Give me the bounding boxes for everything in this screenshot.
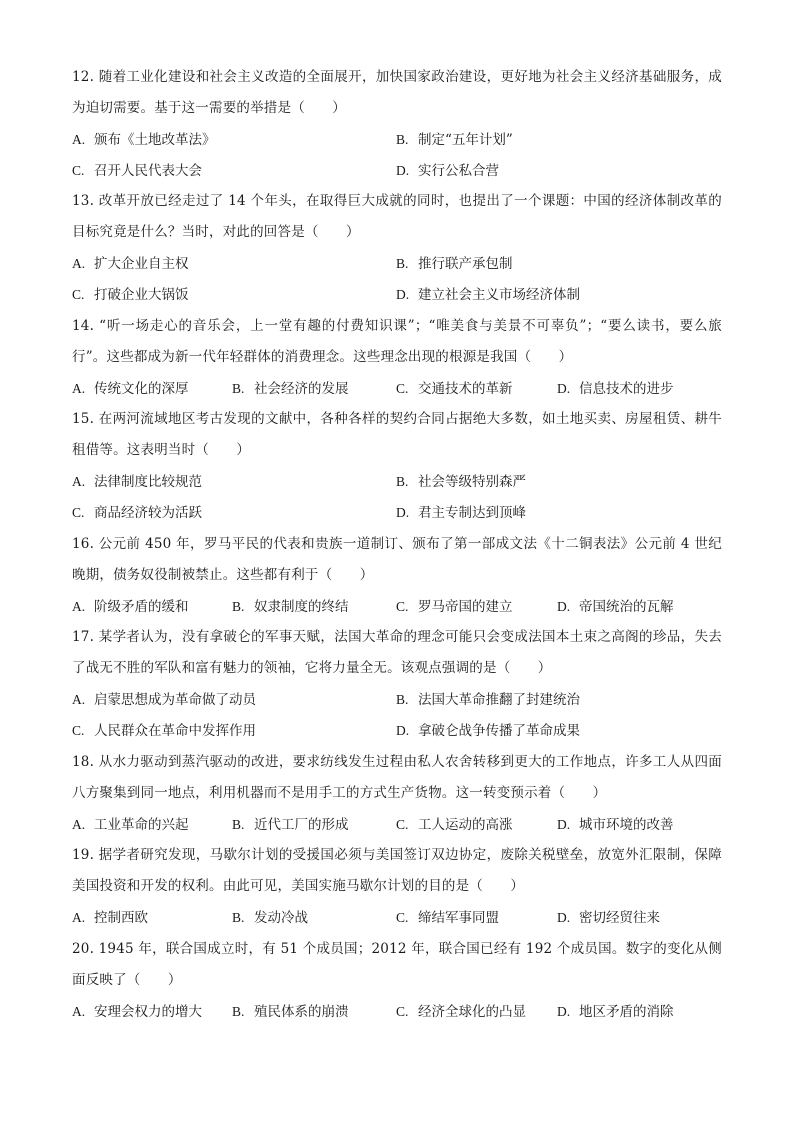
option-row (72, 155, 722, 186)
question-16 (72, 529, 722, 622)
options (72, 373, 722, 404)
option-a[interactable]: A. 安理会权力的增大 (72, 1004, 202, 1020)
option-c[interactable]: C. 缔结军事同盟 (396, 910, 499, 926)
option-row (72, 124, 722, 155)
question-stem: 19. 据学者研究发现，马歇尔计划的受援国必须与美国签订双边协定，废除关税壁垒，放宽外汇限制，保障美国投资和开发的权利。由此可见，美国实施马歇尔计划的目的是（ ） (72, 847, 722, 894)
option-b[interactable]: B. 发动冷战 (232, 910, 308, 926)
question-stem: 14. “听一场走心的音乐会，上一堂有趣的付费知识课”；“唯美食与美景不可辜负”；“要么读书，要么旅行”。这些都成为新一代年轻群体的消费理念。这些理念出现的根源是我国（ ） (72, 318, 722, 365)
option-d[interactable]: D. 建立社会主义市场经济体制 (396, 287, 580, 303)
options (72, 248, 722, 310)
question-stem: 17. 某学者认为，没有拿破仑的军事天赋，法国大革命的理念可能只会变成法国本土束之高阁的珍品，失去了战无不胜的军队和富有魅力的领袖，它将力量全无。该观点强调的是（ ） (72, 629, 722, 676)
option-d[interactable]: D. 拿破仑战争传播了革命成果 (396, 723, 580, 739)
option-row (72, 591, 722, 622)
options (72, 809, 722, 840)
options (72, 996, 722, 1027)
option-b[interactable]: B. 近代工厂的形成 (232, 817, 349, 833)
question-13 (72, 186, 722, 310)
option-d[interactable]: D. 帝国统治的瓦解 (557, 599, 674, 615)
question-stem: 20. 1945 年，联合国成立时，有 51 个成员国；2012 年，联合国已经有 192 个成员国。数字的变化从侧面反映了（ ） (72, 941, 722, 988)
question-stem: 12. 随着工业化建设和社会主义改造的全面展开，加快国家政治建设，更好地为社会主义经济基础服务，成为迫切需要。基于这一需要的举措是（ ） (72, 69, 722, 116)
option-a[interactable]: A. 颁布《土地改革法》 (72, 132, 216, 148)
option-a[interactable]: A. 控制西欧 (72, 910, 148, 926)
question-stem: 16. 公元前 450 年，罗马平民的代表和贵族一道制订、颁布了第一部成文法《十二铜表法》公元前 4 世纪晚期，债务奴役制被禁止。这些都有利于（ ） (72, 536, 722, 583)
option-b[interactable]: B. 奴隶制度的终结 (232, 599, 349, 615)
option-a[interactable]: A. 法律制度比较规范 (72, 474, 202, 490)
option-c[interactable]: C. 召开人民代表大会 (72, 163, 202, 179)
option-c[interactable]: C. 打破企业大锅饭 (72, 287, 189, 303)
option-d[interactable]: D. 信息技术的进步 (557, 381, 674, 397)
options (72, 124, 722, 186)
option-b[interactable]: B. 社会经济的发展 (232, 381, 349, 397)
option-b[interactable]: B. 殖民体系的崩溃 (232, 1004, 349, 1020)
option-row (72, 248, 722, 279)
options (72, 591, 722, 622)
option-d[interactable]: D. 密切经贸往来 (557, 910, 660, 926)
option-c[interactable]: C. 工人运动的高涨 (396, 817, 513, 833)
options (72, 684, 722, 746)
option-a[interactable]: A. 扩大企业自主权 (72, 256, 189, 272)
option-d[interactable]: D. 城市环境的改善 (557, 817, 674, 833)
option-a[interactable]: A. 启蒙思想成为革命做了动员 (72, 692, 256, 708)
question-15 (72, 404, 722, 528)
options (72, 466, 722, 528)
question-stem: 18. 从水力驱动到蒸汽驱动的改进，要求纺线发生过程由私人农舍转移到更大的工作地点，许多工人从四面八方聚集到同一地点，利用机器而不是用手工的方式生产货物。这一转变预示着（ ） (72, 754, 722, 801)
option-c[interactable]: C. 商品经济较为活跃 (72, 505, 202, 521)
question-stem: 15. 在两河流域地区考古发现的文献中，各种各样的契约合同占据绝大多数，如土地买卖、房屋租赁、耕牛租借等。这表明当时（ ） (72, 411, 722, 458)
question-18 (72, 747, 722, 840)
option-b[interactable]: B. 制定“五年计划” (396, 132, 513, 148)
question-stem: 13. 改革开放已经走过了 14 个年头，在取得巨大成就的同时，也提出了一个课题：中国的经济体制改革的目标究竟是什么？当时，对此的回答是（ ） (72, 193, 722, 240)
option-c[interactable]: C. 交通技术的革新 (396, 381, 513, 397)
option-a[interactable]: A. 传统文化的深厚 (72, 381, 189, 397)
option-c[interactable]: C. 人民群众在革命中发挥作用 (72, 723, 256, 739)
option-d[interactable]: D. 实行公私合营 (396, 163, 499, 179)
option-row (72, 809, 722, 840)
question-12 (72, 62, 722, 186)
option-a[interactable]: A. 工业革命的兴起 (72, 817, 189, 833)
option-d[interactable]: D. 君主专制达到顶峰 (396, 505, 526, 521)
option-row (72, 684, 722, 715)
option-a[interactable]: A. 阶级矛盾的缓和 (72, 599, 189, 615)
option-row (72, 373, 722, 404)
option-row (72, 996, 722, 1027)
option-c[interactable]: C. 经济全球化的凸显 (396, 1004, 526, 1020)
question-20 (72, 934, 722, 1027)
option-row (72, 902, 722, 933)
option-b[interactable]: B. 社会等级特别森严 (396, 474, 526, 490)
option-row (72, 279, 722, 310)
options (72, 902, 722, 933)
option-c[interactable]: C. 罗马帝国的建立 (396, 599, 513, 615)
option-row (72, 466, 722, 497)
option-row (72, 715, 722, 746)
option-b[interactable]: B. 推行联产承包制 (396, 256, 513, 272)
option-d[interactable]: D. 地区矛盾的消除 (557, 1004, 674, 1020)
option-row (72, 497, 722, 528)
question-19 (72, 840, 722, 933)
question-14 (72, 311, 722, 404)
question-17 (72, 622, 722, 746)
option-b[interactable]: B. 法国大革命推翻了封建统治 (396, 692, 580, 708)
